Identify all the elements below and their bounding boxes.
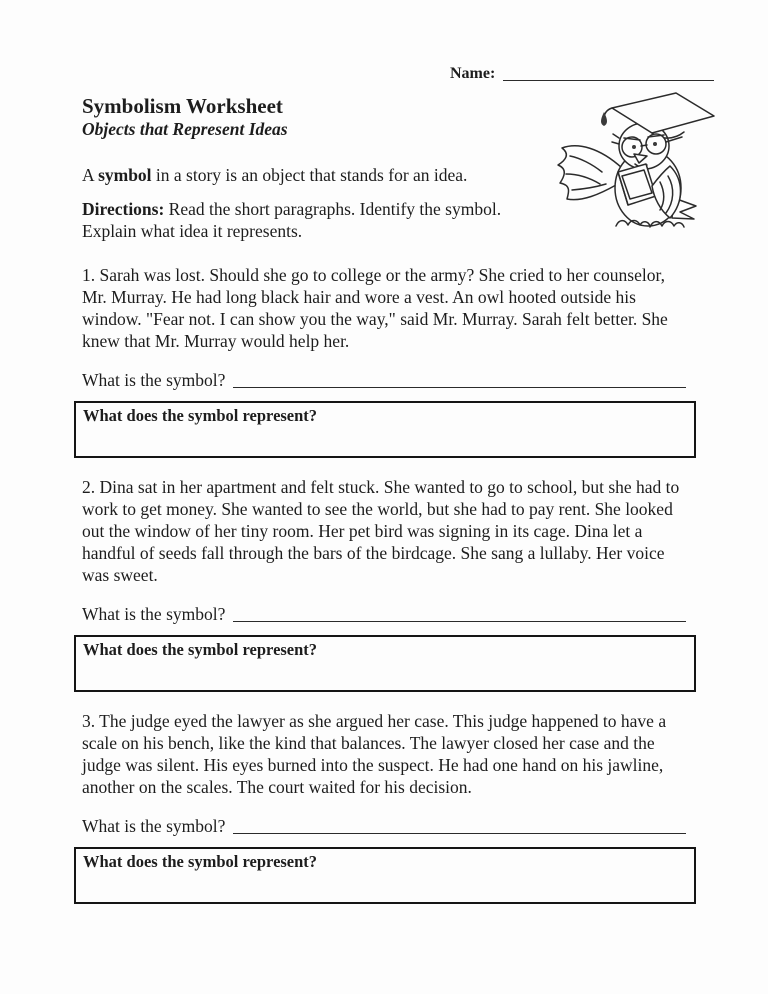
question-3 [82, 710, 686, 904]
directions-label: Directions: [82, 199, 165, 219]
represent-question-label: What does the symbol represent? [83, 852, 318, 871]
symbol-question-label: What is the symbol? [82, 816, 226, 836]
intro-keyword: symbol [98, 165, 152, 185]
intro-suffix: in a story is an object that stands for an idea. [151, 165, 468, 185]
name-input-line[interactable] [503, 67, 714, 81]
directions [82, 198, 534, 242]
represent-answer-box[interactable] [74, 847, 696, 904]
intro-sentence [82, 164, 562, 186]
represent-question-label: What does the symbol represent? [83, 406, 318, 425]
represent-answer-box[interactable] [74, 635, 696, 692]
symbol-question-label: What is the symbol? [82, 604, 226, 624]
name-row [450, 64, 714, 84]
symbol-answer-line[interactable] [233, 374, 686, 388]
name-label: Name: [450, 65, 496, 82]
owl-graduate-icon [556, 86, 728, 236]
symbol-answer-line[interactable] [233, 820, 686, 834]
represent-answer-box[interactable] [74, 401, 696, 458]
symbol-answer-line[interactable] [233, 608, 686, 622]
question-paragraph: 2. Dina sat in her apartment and felt stuck. She wanted to go to school, but she had to work to get money. She wanted to see the world, but she had to pay rent. She looked out the window of her tiny room. Her pet bird was signing in its cage. Dina let a handful of seeds fall through the bars of the birdcage. She sang a lullaby. Her voice was sweet. [82, 477, 680, 585]
symbol-question-row [82, 815, 686, 837]
page-subtitle: Objects that Represent Ideas [82, 119, 288, 139]
symbol-question-row [82, 603, 686, 625]
represent-question-label: What does the symbol represent? [83, 640, 318, 659]
question-2 [82, 476, 686, 692]
page-title: Symbolism Worksheet [82, 94, 283, 118]
directions-text: Read the short paragraphs. Identify the symbol. Explain what idea it represents. [82, 199, 502, 241]
symbol-question-label: What is the symbol? [82, 370, 226, 390]
question-paragraph: 3. The judge eyed the lawyer as she argued her case. This judge happened to have a scale on his bench, like the kind that balances. The lawyer closed her case and the judge was silent. His eyes burned into the suspect. He had one hand on his jawline, another on the scales. The court waited for his decision. [82, 711, 667, 797]
owl-graduate-illustration [556, 86, 728, 236]
intro-prefix: A [82, 165, 99, 185]
symbol-question-row [82, 369, 686, 391]
question-paragraph: 1. Sarah was lost. Should she go to college or the army? She cried to her counselor, Mr. Murray. He had long black hair and wore a vest. An owl hooted outside his window. "Fear not. I can show you the way," said Mr. Murray. Sarah felt better. She knew that Mr. Murray would help her. [82, 265, 668, 351]
question-1 [82, 264, 686, 458]
